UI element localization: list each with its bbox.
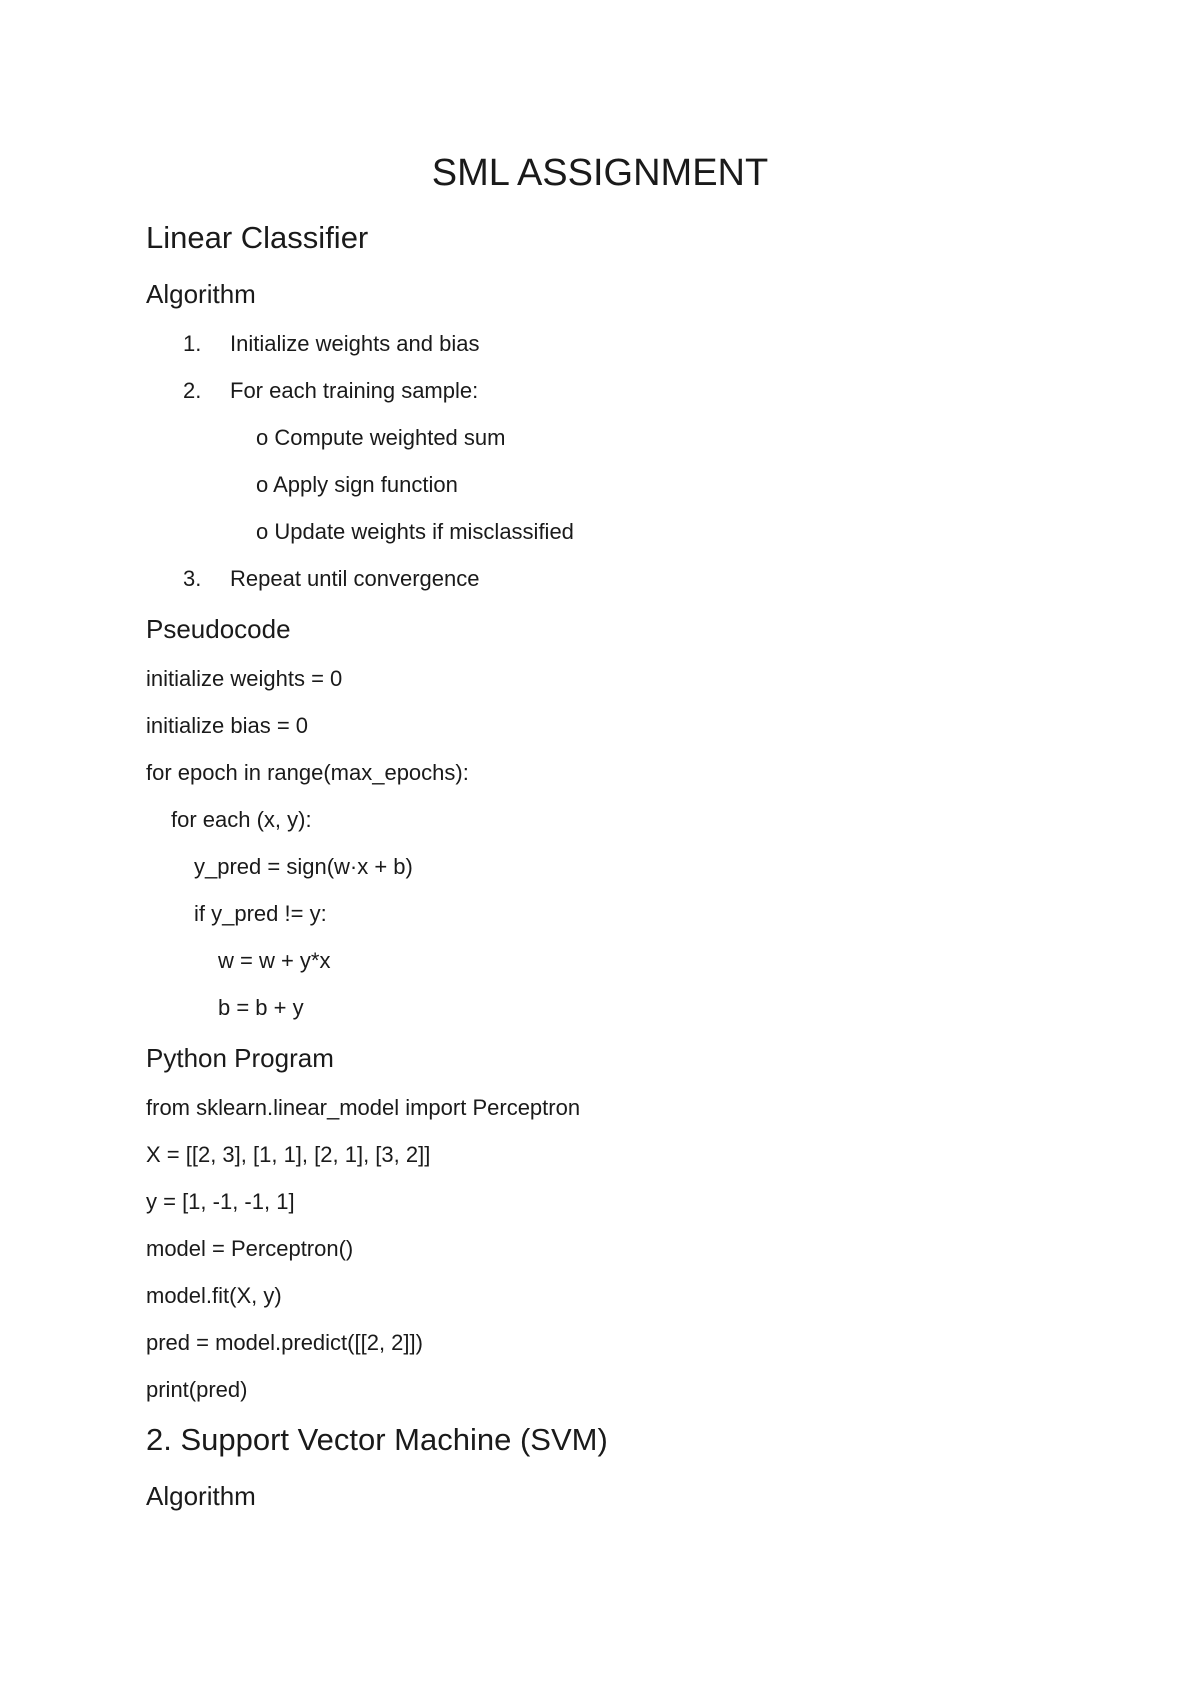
pseudocode-line: w = w + y*x xyxy=(218,948,331,973)
step-number: 3. xyxy=(183,566,202,591)
pseudocode-line: initialize bias = 0 xyxy=(146,713,309,738)
section-heading-svm: 2. Support Vector Machine (SVM) xyxy=(146,1422,608,1457)
step-text: Repeat until convergence xyxy=(230,566,480,591)
python-code-line: print(pred) xyxy=(146,1377,248,1402)
pseudocode-heading: Pseudocode xyxy=(146,614,291,644)
python-code-line: X = [[2, 3], [1, 1], [2, 1], [3, 2]] xyxy=(146,1142,431,1167)
step-text: Initialize weights and bias xyxy=(230,331,480,356)
python-code-line: model.fit(X, y) xyxy=(146,1283,282,1308)
section-heading-linear-classifier: Linear Classifier xyxy=(146,220,369,255)
python-code-line: model = Perceptron() xyxy=(146,1236,354,1261)
algorithm-heading: Algorithm xyxy=(146,279,256,309)
pseudocode-line: b = b + y xyxy=(218,995,304,1020)
python-program-heading: Python Program xyxy=(146,1043,334,1073)
pseudocode-line: for epoch in range(max_epochs): xyxy=(146,760,469,785)
python-code-line: y = [1, -1, -1, 1] xyxy=(146,1189,295,1214)
pseudocode-line: initialize weights = 0 xyxy=(146,666,343,691)
python-code-line: pred = model.predict([[2, 2]]) xyxy=(146,1330,423,1355)
python-code-line: from sklearn.linear_model import Perceptron xyxy=(146,1095,581,1120)
page-title: SML ASSIGNMENT xyxy=(431,152,769,194)
step-number: 1. xyxy=(183,331,202,356)
pseudocode-line: if y_pred != y: xyxy=(194,901,327,926)
svm-algorithm-heading: Algorithm xyxy=(146,1481,256,1511)
substep-text: o Apply sign function xyxy=(256,472,458,497)
step-number: 2. xyxy=(183,378,202,403)
substep-text: o Compute weighted sum xyxy=(256,425,506,450)
pseudocode-line: for each (x, y): xyxy=(171,807,312,832)
step-text: For each training sample: xyxy=(230,378,479,403)
substep-text: o Update weights if misclassified xyxy=(256,519,574,544)
pseudocode-line: y_pred = sign(w·x + b) xyxy=(194,854,413,879)
